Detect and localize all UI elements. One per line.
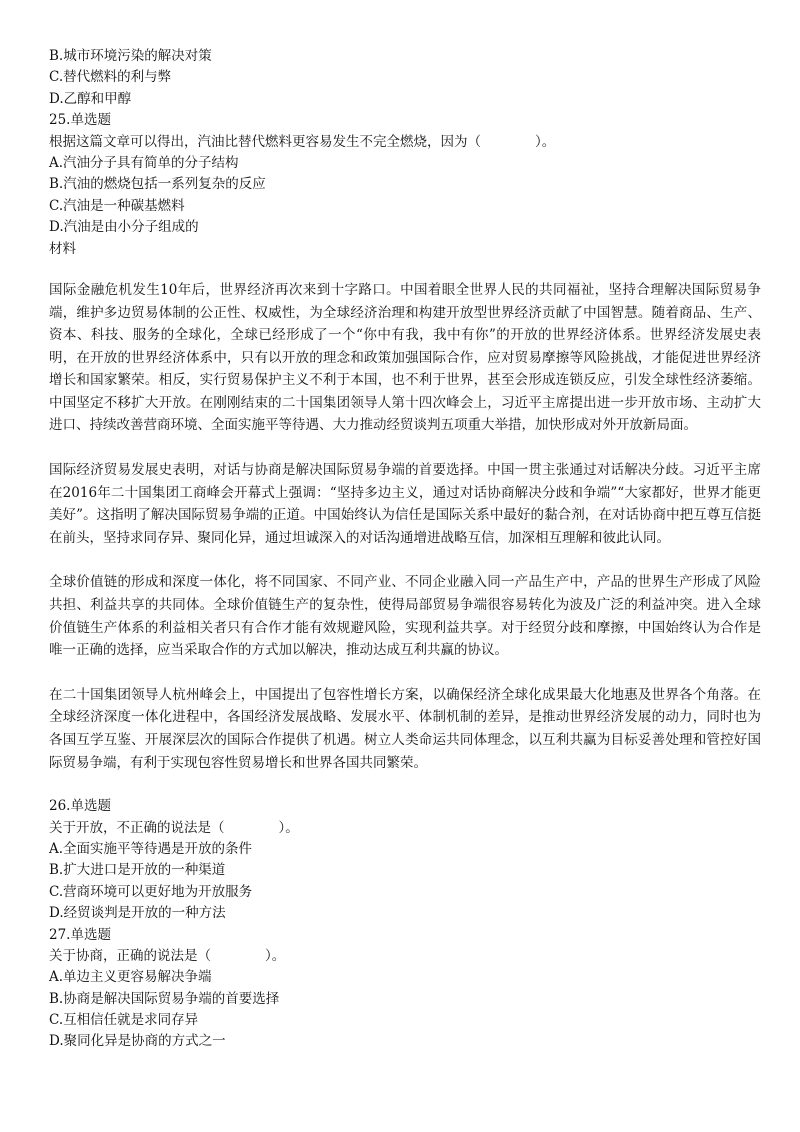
option-b: B.协商是解决国际贸易争端的首要选择 xyxy=(49,990,280,1007)
option-b: B.扩大进口是开放的一种渠道 xyxy=(49,862,226,879)
passage-paragraph-4: 在二十国集团领导人杭州峰会上，中国提出了包容性增长方案，以确保经济全球化成果最大化地惠及世界各个角落。在全球经济深度一体化进程中，各国经济发展战略、发展水平、体制机制的差异，是推动世界经济发展的动力，同时也为各国互学互鉴、开展深层次的国际合作提供了机遇。树立人类命运共同体理念，以互利共赢为目标妥善处理和管控好国际贸易争端，有利于实现包容性贸易增长和世界各国共同繁荣。 xyxy=(49,686,761,771)
option-b: B.汽油的燃烧包括一系列复杂的反应 xyxy=(49,176,266,193)
option-a: A.全面实施平等待遇是开放的条件 xyxy=(49,840,253,857)
document-page xyxy=(49,46,761,1053)
option-d: D.汽油是由小分子组成的 xyxy=(49,219,199,236)
question-header: 26.单选题 xyxy=(49,798,111,815)
option-d: D.聚同化异是协商的方式之一 xyxy=(49,1033,226,1050)
option-d: D.经贸谈判是开放的一种方法 xyxy=(49,905,226,922)
passage-paragraph-2: 国际经济贸易发展史表明，对话与协商是解决国际贸易争端的首要选择。中国一贯主张通过对话解决分歧。习近平主席在2016年二十国集团工商峰会开幕式上强调：“坚持多边主义，通过对话协商解决分歧和争端”“大家都好，世界才能更美好”。这指明了解决国际贸易争端的正道。中国始终认为信任是国际关系中最好的黏合剂，在对话协商中把互尊互信挺在前头，坚持求同存异、聚同化异，通过坦诚深入的对话沟通增进战略互信，加深相互理解和彼此认同。 xyxy=(49,462,761,546)
option-c: C.营商环境可以更好地为开放服务 xyxy=(49,883,253,900)
option-d: D.乙醇和甲醇 xyxy=(49,90,132,107)
option-c: C.互相信任就是求同存异 xyxy=(49,1012,199,1029)
option-a: A.汽油分子具有简单的分子结构 xyxy=(49,154,239,171)
option-a: A.单边主义更容易解决争端 xyxy=(49,969,212,986)
question-header: 25.单选题 xyxy=(49,112,111,129)
option-c: C.替代燃料的利与弊 xyxy=(49,69,172,86)
option-c: C.汽油是一种碳基燃料 xyxy=(49,197,185,214)
question-header: 27.单选题 xyxy=(49,926,111,943)
material-label: 材料 xyxy=(49,240,76,257)
passage-paragraph-3: 全球价值链的形成和深度一体化，将不同国家、不同产业、不同企业融入同一产品生产中，产品的世界生产形成了风险共担、利益共享的共同体。全球价值链生产的复杂性，使得局部贸易争端很容易转化为波及广泛的利益冲突。进入全球价值链生产体系的利益相关者只有合作才能有效规避风险，实现利益共享。对于经贸分歧和摩擦，中国始终认为合作是唯一正确的选择，应当采取合作的方式加以解决，推动达成互利共赢的协议。 xyxy=(49,574,761,659)
question-stem: 根据这篇文章可以得出，汽油比替代燃料更容易发生不完全燃烧，因为（ ）。 xyxy=(49,133,556,150)
passage-paragraph-1: 国际金融危机发生10年后，世界经济再次来到十字路口。中国着眼全世界人民的共同福祉，坚持合理解决国际贸易争端，维护多边贸易体制的公正性、权威性，为全球经济治理和构建开放型世界经济贡献了中国智慧。随着商品、生产、资本、科技、服务的全球化，全球已经形成了一个“你中有我，我中有你”的开放的世界经济体系。世界经济发展史表明，在开放的世界经济体系中，只有以开放的理念和政策加强国际合作，应对贸易摩擦等风险挑战，才能促进世界经济增长和国家繁荣。相反，实行贸易保护主义不利于本国，也不利于世界，甚至会形成连锁反应，引发全球性经济萎缩。中国坚定不移扩大开放。在刚刚结束的二十国集团领导人第十四次峰会上，习近平主席提出进一步开放市场、主动扩大进口、持续改善营商环境、全面实施平等待遇、大力推动经贸谈判五项重大举措，加快形成对外开放新局面。 xyxy=(49,281,761,434)
question-stem: 关于开放，不正确的说法是（ ）。 xyxy=(49,819,299,836)
option-b: B.城市环境污染的解决对策 xyxy=(49,48,212,64)
question-stem: 关于协商，正确的说法是（ ）。 xyxy=(49,947,286,964)
